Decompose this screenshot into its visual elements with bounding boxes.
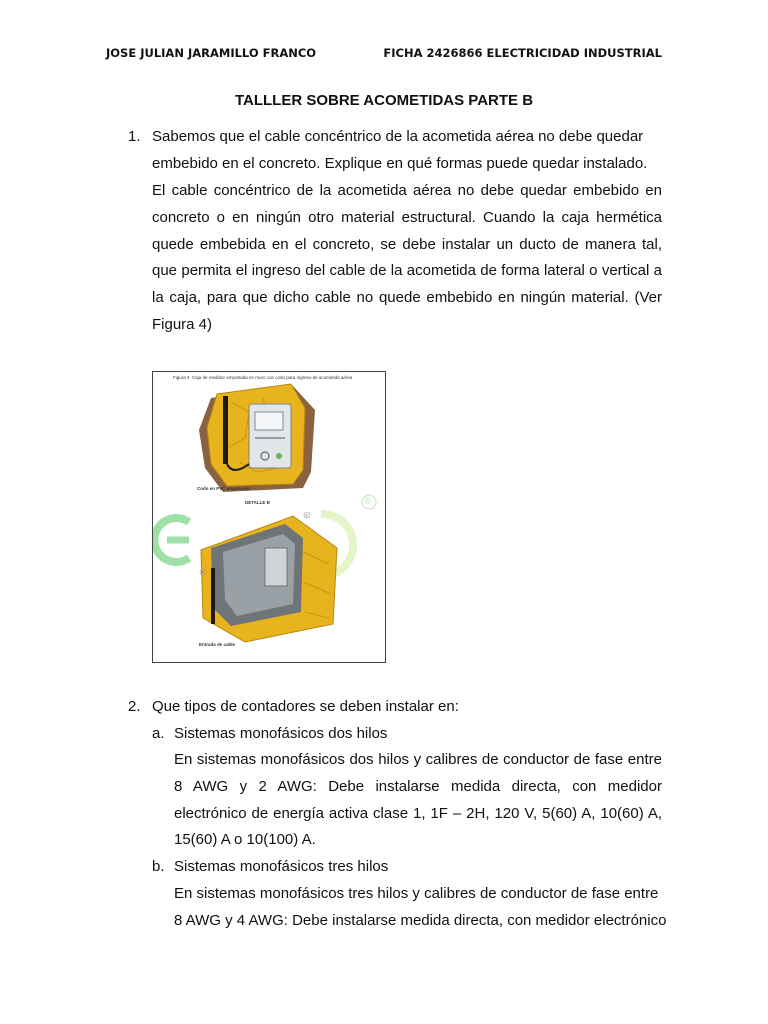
q2-item-b-answer-line-1: En sistemas monofásicos tres hilos y calibres de conductor de fase entre (174, 885, 659, 902)
q2-item-b-answer (174, 881, 667, 935)
q2-number: 2. (128, 698, 141, 715)
q2-item-b-heading: Sistemas monofásicos tres hilos (174, 858, 389, 875)
label-entrada: Entrada de cable (199, 642, 236, 647)
q2-item-a-heading: Sistemas monofásicos dos hilos (174, 725, 388, 742)
q1-question-line-2: embebido en el concreto. Explique en qué formas puede quedar instalado. (152, 154, 648, 172)
watermark-registered: ® (364, 496, 372, 507)
q2-item-b-letter: b. (152, 858, 165, 875)
q1-answer: El cable concéntrico de la acometida aérea no debe quedar embebido en concreto o en ningún otro material estructural. Cuando la caja hermética quede embebida en el concreto, se debe instalar un ducto de manera tal, que permita el ingreso del cable de la acometida de forma lateral o vertical a la caja, para que dicho cable no quede embebido en ningún material. (Ver Figura 4) (152, 182, 662, 333)
label-codo: Codo en PVC empotrado (197, 486, 251, 491)
figure-4 (152, 371, 386, 663)
q1-question-line-1: Sabemos que el cable concéntrico de la acometida aérea no debe quedar (152, 128, 644, 145)
header-course: FICHA 2426866 ELECTRICIDAD INDUSTRIAL (383, 46, 662, 60)
q1-number: 1. (128, 128, 141, 145)
q2-item-a-letter: a. (152, 725, 165, 742)
q2-question: Que tipos de contadores se deben instalar en: (152, 698, 459, 715)
meter-display (255, 412, 283, 430)
callout-a: A (201, 570, 204, 575)
meter-box-bottom (265, 548, 287, 586)
q1-question (152, 124, 662, 178)
cable-bottom (211, 568, 215, 624)
figure-illustration (153, 372, 385, 662)
q2-item-a-answer: En sistemas monofásicos dos hilos y calibres de conductor de fase entre 8 AWG y 2 AWG: Debe instalarse medida directa, con medidor electrónico de energía activa clase 1, 1F – 2H, 120 V, 5(60) A, 10(60) A, 15(60) A o 10(100) A. (174, 751, 662, 849)
q2-item-b-answer-line-2: 8 AWG y 4 AWG: Debe instalarse medida directa, con medidor electrónico (174, 911, 667, 929)
figure-caption: Figura 4. Caja de medidor empotrada en muro con codo para ingreso de acometida aérea (173, 375, 353, 380)
header-author: JOSE JULIAN JARAMILLO FRANCO (106, 46, 317, 60)
label-detalle: DETALLE B (245, 500, 270, 505)
cable-top (223, 396, 228, 464)
document-title: TALLLER SOBRE ACOMETIDAS PARTE B (234, 92, 534, 109)
callout-b: B (305, 513, 308, 518)
